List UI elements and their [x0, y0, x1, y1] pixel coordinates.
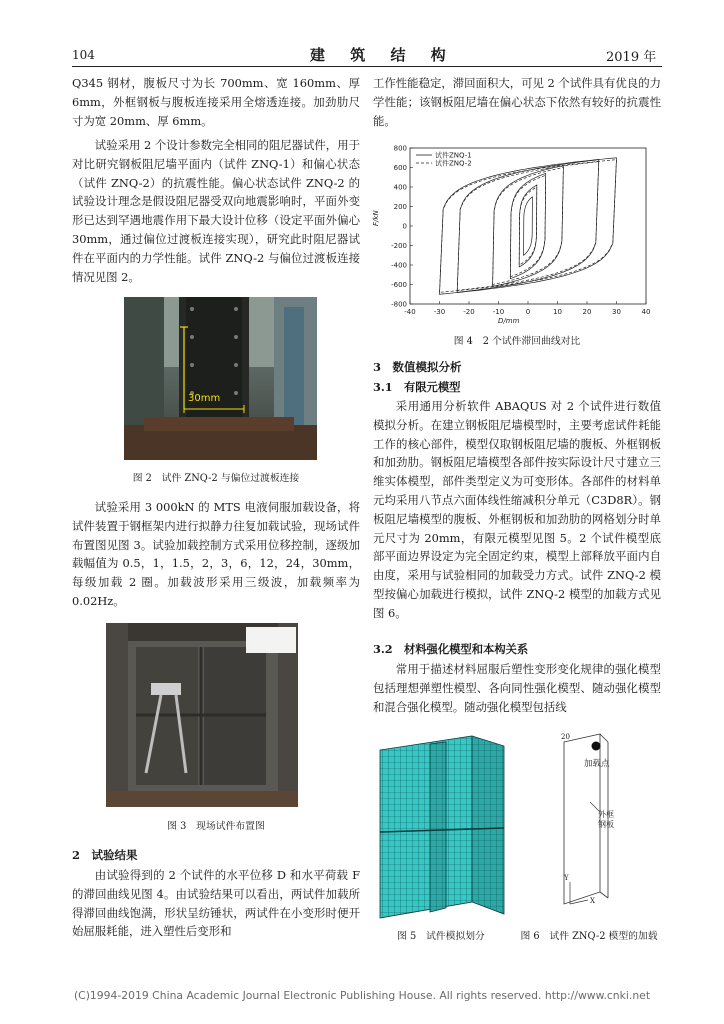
hysteresis-loop-1 [524, 197, 533, 256]
figure-2-photo [124, 297, 317, 460]
left-para-4: 由试验得到的 2 个试件的水平位移 D 和水平荷载 F 的滞回曲线见图 4。由试验结果可以看出，两试件加载所得滞回曲线饱满，形状呈纺锤状，两试件在小变形时便开始屈服耗能，进入塑性后变形和 [72, 868, 360, 939]
hysteresis-loop-1 [493, 166, 564, 287]
left-para-2: 试验采用 2 个设计参数完全相同的阻尼器试件，用于对比研究钢板阻尼墙平面内（试件 ZNQ-1）和偏心状态（试件 ZNQ-2）的抗震性能。偏心状态试件 ZNQ-2 的试验设计理念是假设阻尼器受双向地震影响时，平面外变形已达到罕遇地震作用下最大设计位移（设定平面外偏心 30mm，通过偏位过渡板连接实现），研究此时阻尼器试件在平面内的力学性能。试件 ZNQ-2 与偏位过渡板连接情况见图 2。 [72, 138, 360, 284]
figure-6-plate-label: 外框 钢板 [598, 810, 614, 829]
page-number: 104 [72, 48, 95, 62]
legend-label-2: 试件ZNQ-2 [435, 159, 472, 168]
hysteresis-loop-2 [493, 168, 564, 285]
y-tick-label: 600 [393, 164, 407, 172]
x-tick-label: 20 [582, 308, 592, 316]
legend-label-1: 试件ZNQ-1 [435, 151, 472, 160]
header-rule [72, 66, 662, 67]
figure-3-caption: 图 3 现场试件布置图 [167, 821, 265, 832]
left-para-1: Q345 钢材，腹板尺寸为长 700mm、宽 160mm、厚 6mm，外框钢板与腹板连接采用全熔透连接。加劲肋尺寸为宽 20mm、厚 6mm。 [72, 76, 360, 128]
x-tick-label: -10 [492, 308, 505, 316]
y-tick-label: 800 [393, 144, 407, 153]
plot-frame [410, 148, 646, 304]
x-tick-label: -30 [433, 308, 446, 316]
journal-year: 2019 年 [606, 50, 657, 65]
section-3-2-title: 3.2 材料强化模型和本构关系 [373, 642, 529, 656]
figure-2-dimension-label: 30mm [188, 393, 221, 404]
y-axis-label: F/kN [372, 210, 380, 226]
y-tick-label: 400 [393, 183, 407, 192]
right-para-2: 采用通用分析软件 ABAQUS 对 2 个试件进行数值模拟分析。在建立钢板阻尼墙模型时，主要考虑试件耗能工作的核心部件，模型仅取钢板阻尼墙的腹板、外框钢板和加劲肋。钢板阻尼墙模型各部件按实际设计尺寸建立三维实体模型，部件类型定义为可变形体。各部件的材料单元均采用八节点六面体线性缩减积分单元（C3D8R）。钢板阻尼墙模型的腹板、外框钢板和加劲肋的网格划分时单元尺寸为 20mm，有限元模型见图 5。2 个试件模型底部平面边界设定为完全固定约束，模型上部释放平面内自由度，采用与试验相同的加载受力方式。试件 ZNQ-2 模型按偏心加载进行模拟，试件 ZNQ-2 模型的加载方式见图 6。 [373, 399, 661, 620]
y-tick-label: -800 [391, 300, 407, 309]
section-3-title: 3 数值模拟分析 [373, 360, 462, 374]
y-tick-label: -200 [391, 242, 407, 250]
figure-6-axis-x: X [590, 897, 595, 905]
x-tick-label: -20 [463, 308, 475, 316]
hysteresis-loop-2 [519, 187, 537, 265]
figure-4-caption: 图 4 2 个试件滞回曲线对比 [453, 336, 581, 347]
left-para-3: 试验采用 3 000kN 的 MTS 电液伺服加载设备，将试件装置于钢框架内进行拟静力往复加载试验，现场试件布置图见图 3。试验加载控制方式采用位移控制，逐级加载幅值为 0.5，1，1.5，2，3，6，12，24，30mm，每级加载 2 圈。加载波形采用三级波，加载频率为 0.02Hz。 [72, 500, 360, 608]
hysteresis-loop-1 [510, 173, 545, 278]
y-tick-label: -400 [391, 261, 407, 270]
hysteresis-loop-1 [519, 185, 537, 267]
section-2-title: 2 试验结果 [72, 848, 138, 862]
right-para-3: 常用于描述材料屈服后塑性变形变化规律的强化模型包括理想弹塑性模型、各向同性强化模型、随动强化模型和混合强化模型。随动强化模型包括线 [373, 662, 661, 714]
hysteresis-loop-2 [457, 162, 599, 291]
hysteresis-loop-1 [440, 158, 617, 294]
figure-5-mesh [376, 732, 512, 922]
copyright-footer: (C)1994-2019 China Academic Journal Electronic Publishing House. All rights reserved. http://www.cnki.net [73, 989, 651, 1002]
figure-6-caption: 图 6 试件 ZNQ-2 模型的加载 [520, 931, 658, 942]
figure-2-caption: 图 2 试件 ZNQ-2 与偏位过渡板连接 [132, 473, 300, 484]
y-tick-label: 200 [393, 203, 407, 211]
figure-5-caption: 图 5 试件模拟划分 [397, 931, 485, 942]
x-tick-label: 0 [525, 308, 531, 316]
x-tick-label: 10 [553, 308, 562, 316]
load-point-marker [592, 742, 601, 751]
x-axis-label: D/mm [498, 317, 520, 325]
x-tick-label: -40 [404, 308, 416, 316]
figure-6-load-point-label: 加载点 [584, 759, 610, 769]
figure-4-chart [370, 142, 664, 330]
y-tick-label: 0 [402, 222, 407, 231]
x-tick-label: 30 [612, 308, 621, 316]
journal-title: 建 筑 结 构 [310, 46, 456, 64]
figure-6-axis-number: 20 [561, 733, 570, 741]
figure-3-photo [106, 623, 298, 807]
hysteresis-loop-2 [510, 175, 545, 276]
hysteresis-loop-2 [440, 160, 617, 293]
x-tick-label: 40 [641, 308, 651, 316]
figure-6-axis-y: Y [564, 874, 569, 882]
right-para-1: 工作性能稳定，滞回面积大，可见 2 个试件具有优良的力学性能；该钢板阻尼墙在偏心状态下依然有较好的抗震性能。 [373, 76, 661, 128]
y-tick-label: -600 [391, 281, 407, 289]
section-3-1-title: 3.1 有限元模型 [373, 380, 461, 394]
hysteresis-loop-1 [457, 160, 599, 293]
